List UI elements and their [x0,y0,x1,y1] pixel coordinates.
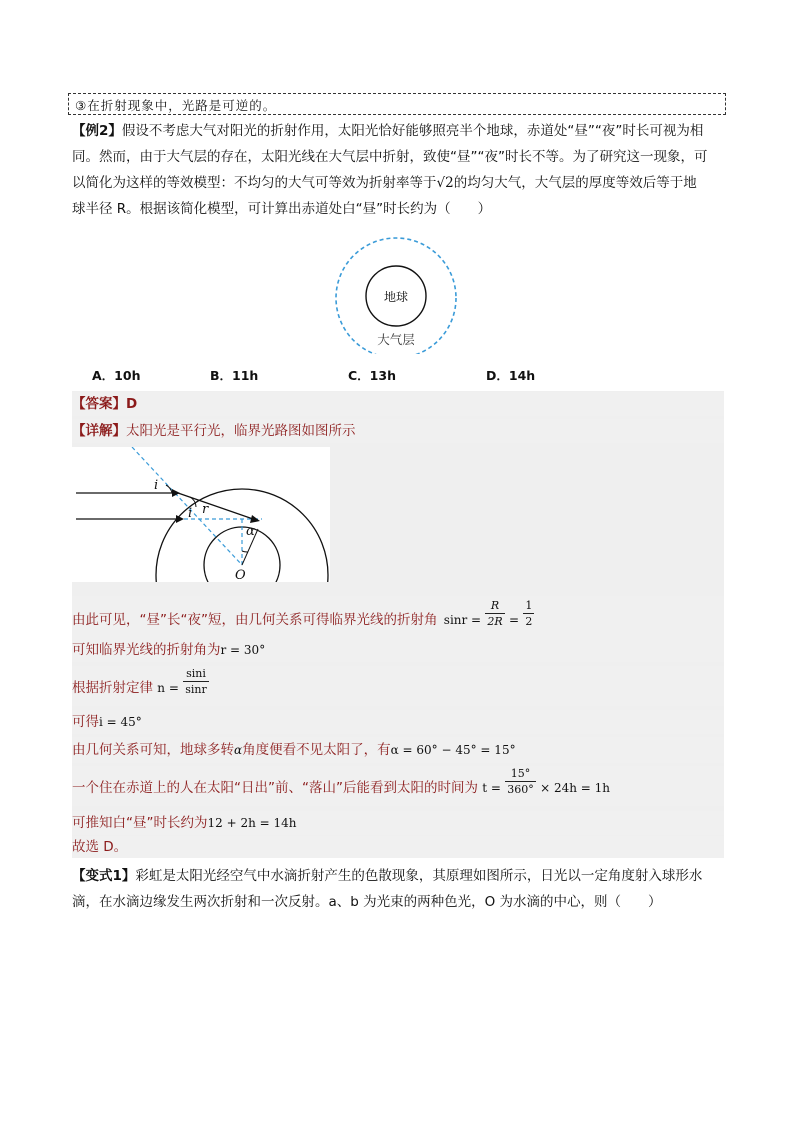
step-5-math: α = 60° − 45° = 15° [390,743,516,757]
detail-tag: 【详解】 [72,423,126,439]
step-3-math-lhs: n = [157,681,179,695]
atmosphere-label: 大气层 [377,332,415,347]
label-r: r [202,502,209,517]
step-3-text: 根据折射定律 [72,680,153,696]
answer-row [72,392,724,416]
step-2-row [72,638,724,662]
variant-line-1: 彩虹是太阳光经空气中水滴折射产生的色散现象，其原理如图所示，日光以一定角度射入球形水 [135,868,703,884]
step-2-text: 可知临界光线的折射角为 [72,642,221,658]
step-6-text: 一个住在赤道上的人在太阳“日出”前、“落山”后能看到太阳的时间为 [72,780,478,796]
step-3-row [72,666,724,706]
step-8-text: 故选 D。 [72,839,128,855]
options-row [92,366,692,386]
refraction-diagram [72,447,330,582]
step-5-text-2: 角度便看不见太阳了，有 [242,742,391,758]
step-5-alpha: α [234,743,243,757]
step-1-fraction-2: $\frac{1}{2}$ [525,598,533,628]
option-c[interactable]: C．13h [348,368,396,383]
variant-line-2: 滴，在水滴边缘发生两次折射和一次反射。a、b 为光束的两种色光，O 为水滴的中心，则（ ） [72,894,662,910]
variant-tag: 【变式1】 [72,868,136,884]
variant-question [72,863,722,915]
note-text: ③在折射现象中，光路是可逆的。 [75,98,277,113]
step-6-math-lhs: t = [482,781,501,795]
step-1-text: 由此可见，“昼”长“夜”短，由几何关系可得临界光线的折射角 [72,612,438,628]
label-o: O [235,568,246,582]
step-6-fraction: $\frac{15^\circ}{360^\circ}$ [507,766,534,796]
detail-text: 太阳光是平行光，临界光路图如图所示 [126,423,356,439]
step-1-row [72,596,724,642]
step-2-math: r = 30° [220,643,266,657]
label-i: i [154,478,159,493]
step-1-fraction-1: $\frac{R}{2R}$ [487,598,503,628]
example-line-2: 同。然而，由于大气层的存在，太阳光线在大气层中折射，致使“昼”“夜”时长不等。为了研究这一现象，可 [72,149,708,165]
option-b[interactable]: B．11h [210,368,259,383]
example-line-3a: 以简化为这样的等效模型：不均匀的大气可等效为折射率等于 [72,175,437,191]
label-alpha: α [246,524,255,539]
step-3-fraction: $\frac{\sin i}{\sin r}$ [185,666,207,696]
step-5-text: 由几何关系可知，地球多转 [72,742,234,758]
example-question [72,118,722,222]
earth-label: 地球 [383,290,409,304]
detail-row [72,419,724,443]
label-i2: i [188,506,193,521]
step-6-math-rhs: × 24h = 1h [540,781,610,795]
step-4-row [72,710,724,734]
step-1-eq: = [509,613,520,627]
note-box [68,93,726,115]
earth-atmosphere-figure [330,232,462,354]
step-7-text: 可推知白“昼”时长约为 [72,815,208,831]
step-7-row [72,811,724,835]
step-4-text: 可得 [72,714,99,730]
step-6-row [72,766,724,806]
example-line-4: 球半径 R。根据该简化模型，可计算出赤道处白“昼”时长约为（ ） [72,201,492,217]
option-a[interactable]: A．10h [92,368,141,383]
answer-value: D [126,396,138,412]
step-8-row [72,836,724,858]
example-line-1: 假设不考虑大气对阳光的折射作用，太阳光恰好能够照亮半个地球，赤道处“昼”“夜”时长可视为相 [121,123,704,139]
step-1-math-lhs: sinr = [443,613,482,627]
step-7-math: 12 + 2h = 14h [207,816,297,830]
step-5-row [72,737,724,763]
step-4-math: i = 45° [99,715,142,729]
example-line-3b: 的均匀大气，大气层的厚度等效后等于地 [453,175,697,191]
sqrt2-symbol: √2 [436,175,454,191]
answer-tag: 【答案】 [72,396,126,412]
option-d[interactable]: D．14h [486,368,536,383]
example-tag: 【例2】 [72,123,122,139]
